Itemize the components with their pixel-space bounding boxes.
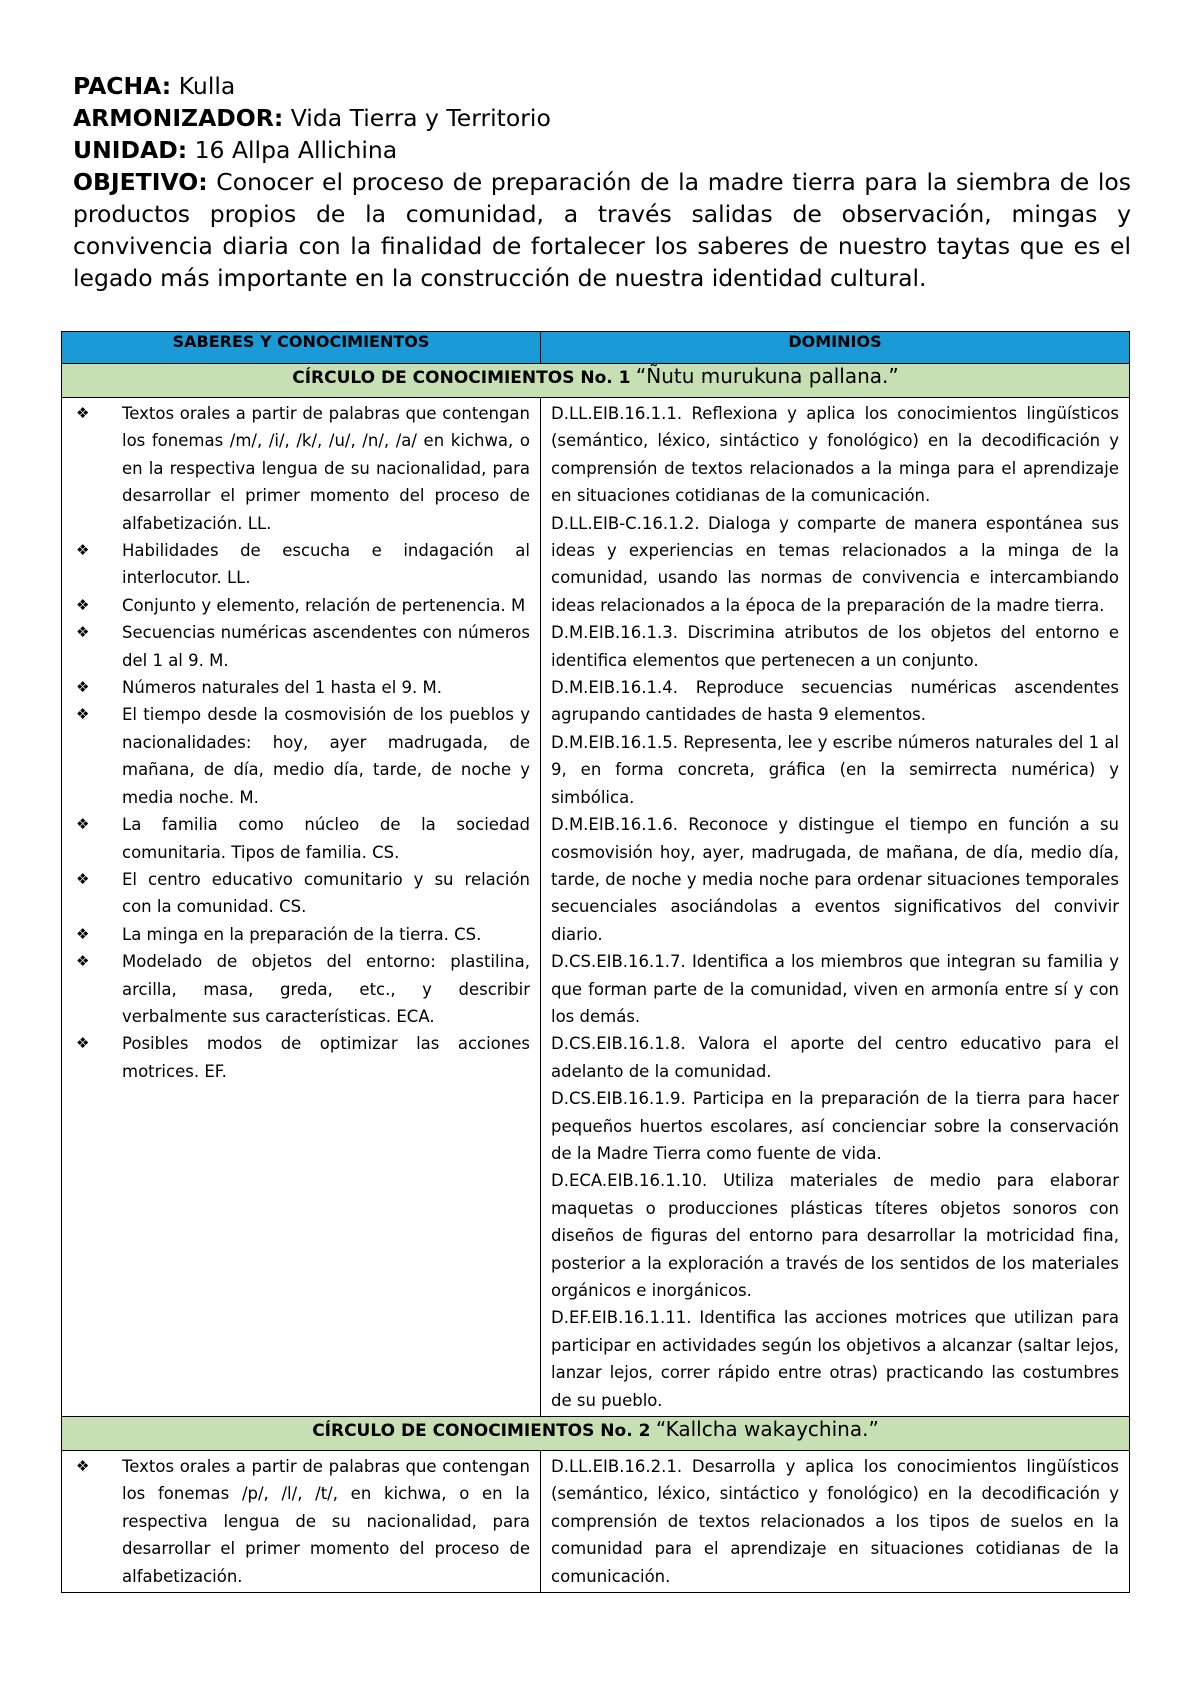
list-item bbox=[72, 1453, 530, 1590]
saberes-cell bbox=[62, 1451, 541, 1593]
armonizador-value: Vida Tierra y Territorio bbox=[290, 104, 551, 132]
saber-text: Textos orales a partir de palabras que contengan los fonemas /p/, /l/, /t/, en kichwa, o en la respectiva lengua de su nacionalidad, para desarrollar el primer momento del proceso de alfabetización. bbox=[122, 1457, 530, 1586]
circle-label: CÍRCULO DE CONOCIMIENTOS No. 1 bbox=[292, 368, 631, 388]
circle-header-row bbox=[62, 364, 1130, 398]
saberes-dominios-table bbox=[61, 331, 1130, 1593]
saber-text: El centro educativo comunitario y su relación con la comunidad. CS. bbox=[122, 869, 530, 917]
document-header bbox=[73, 70, 1131, 294]
pacha-line bbox=[73, 70, 1131, 102]
circle-quote: “Ñutu murukuna pallana.” bbox=[635, 364, 899, 388]
saber-text: El tiempo desde la cosmovisión de los pueblos y nacionalidades: hoy, ayer madrugada, de mañana, de día, medio día, tarde, de noche y media noche. M. bbox=[122, 705, 530, 807]
diamond-bullet-icon: ❖ bbox=[76, 595, 90, 614]
armonizador-label: ARMONIZADOR: bbox=[73, 104, 284, 132]
dominios-cell bbox=[541, 398, 1130, 1417]
dominio-item: D.ECA.EIB.16.1.10. Utiliza materiales de medio para elaborar maquetas o producciones plásticas títeres objetos sonoros con diseños de figuras del entorno para desarrollar la motricidad fina, posterior a la exploración a través de los sentidos de los materiales orgánicos e inorgánicos. bbox=[551, 1171, 1119, 1300]
list-item bbox=[72, 537, 530, 592]
unidad-label: UNIDAD: bbox=[73, 136, 188, 164]
dominios-column-header: DOMINIOS bbox=[541, 332, 1130, 364]
diamond-bullet-icon: ❖ bbox=[76, 924, 90, 943]
saber-text: Posibles modos de optimizar las acciones motrices. EF. bbox=[122, 1034, 530, 1081]
list-item bbox=[72, 866, 530, 921]
saberes-column-header: SABERES Y CONOCIMIENTOS bbox=[62, 332, 541, 364]
saber-text: La minga en la preparación de la tierra. CS. bbox=[122, 924, 482, 944]
diamond-bullet-icon: ❖ bbox=[76, 952, 90, 971]
dominio-item: D.LL.EIB.16.2.1. Desarrolla y aplica los conocimientos lingüísticos (semántico, léxico, sintáctico y fonológico) en la decodificación y comprensión de textos relacionados a los tipos de suelos en la comunidad para el aprendizaje en situaciones cotidianas de la comunicación. bbox=[551, 1457, 1119, 1586]
list-item bbox=[72, 811, 530, 866]
pacha-value: Kulla bbox=[178, 72, 236, 100]
dominio-item: D.M.EIB.16.1.5. Representa, lee y escribe números naturales del 1 al 9, en forma concreta, gráfica (en la semirrecta numérica) y simbólica. bbox=[551, 732, 1120, 807]
dominio-item: D.CS.EIB.16.1.8. Valora el aporte del centro educativo para el adelanto de la comunidad. bbox=[551, 1034, 1119, 1081]
saber-text: Secuencias numéricas ascendentes con números del 1 al 9. M. bbox=[122, 623, 530, 670]
unidad-value: 16 Allpa Allichina bbox=[194, 136, 398, 164]
list-item bbox=[72, 592, 530, 619]
saber-text: La familia como núcleo de la sociedad comunitaria. Tipos de familia. CS. bbox=[122, 815, 530, 862]
dominio-item: D.CS.EIB.16.1.9. Participa en la preparación de la tierra para hacer pequeños huertos escolares, así concienciar sobre la conservación de la Madre Tierra como fuente de vida. bbox=[551, 1089, 1119, 1163]
list-item bbox=[72, 921, 530, 948]
dominio-item: D.EF.EIB.16.1.11. Identifica las acciones motrices que utilizan para participar en actividades según los objetivos a alcanzar (saltar lejos, lanzar lejos, correr rápido entre otras) practicando las costumbres de su pueblo. bbox=[551, 1308, 1119, 1410]
objetivo-paragraph bbox=[73, 166, 1131, 294]
saberes-list bbox=[72, 1453, 530, 1590]
circle-label: CÍRCULO DE CONOCIMIENTOS No. 2 bbox=[312, 1421, 651, 1442]
diamond-bullet-icon: ❖ bbox=[76, 404, 90, 422]
diamond-bullet-icon: ❖ bbox=[76, 1034, 90, 1053]
table-header-row bbox=[62, 332, 1130, 364]
saberes-cell bbox=[62, 398, 541, 1417]
circle-quote: “Kallcha wakaychina.” bbox=[655, 1417, 879, 1442]
saber-text: Números naturales del 1 hasta el 9. M. bbox=[122, 678, 442, 698]
circle-content-row bbox=[62, 1451, 1130, 1593]
armonizador-line bbox=[73, 102, 1131, 134]
objetivo-value: Conocer el proceso de preparación de la madre tierra para la siembra de los productos propios de la comunidad, a través salidas de observación, mingas y convivencia diaria con la finalidad de fortalecer los saberes de nuestro taytas que es el legado más importante en la construcción de nuestra identidad cultural. bbox=[73, 168, 1131, 292]
circle-title bbox=[62, 364, 1130, 398]
dominios-cell bbox=[541, 1451, 1130, 1593]
saberes-list bbox=[72, 400, 530, 1085]
list-item bbox=[72, 701, 530, 811]
circle-title bbox=[62, 1417, 1130, 1451]
list-item bbox=[72, 1030, 530, 1085]
dominio-item: D.M.EIB.16.1.6. Reconoce y distingue el tiempo en función a su cosmovisión hoy, ayer, madrugada, de mañana, de día, medio día, tarde, de noche y media noche para ordenar situaciones temporales secuenciales asociándolas a eventos significativos del convivir diario. bbox=[551, 815, 1119, 944]
table-body bbox=[62, 364, 1130, 1593]
dominio-item: D.LL.EIB.16.1.1. Reflexiona y aplica los conocimientos lingüísticos (semántico, léxico, sintáctico y fonológico) en la decodificación y comprensión de textos relacionados a la minga para el aprendizaje en situaciones cotidianas de la comunicación. bbox=[551, 404, 1119, 506]
saber-text: Habilidades de escucha e indagación al interlocutor. LL. bbox=[122, 541, 530, 588]
diamond-bullet-icon: ❖ bbox=[76, 705, 90, 724]
pacha-label: PACHA: bbox=[73, 72, 172, 100]
saber-text: Textos orales a partir de palabras que contengan los fonemas /m/, /i/, /k/, /u/, /n/, /a/ en kichwa, o en la respectiva lengua de su nacionalidad, para desarrollar el primer momento del proceso de alfabetización. LL. bbox=[122, 404, 530, 533]
saber-text: Conjunto y elemento, relación de pertenencia. M bbox=[122, 595, 526, 615]
dominio-item: D.M.EIB.16.1.4. Reproduce secuencias numéricas ascendentes agrupando cantidades de hasta 9 elementos. bbox=[551, 678, 1119, 725]
objetivo-label: OBJETIVO: bbox=[73, 168, 208, 196]
list-item bbox=[72, 400, 530, 537]
circle-header-row bbox=[62, 1417, 1130, 1451]
unidad-line bbox=[73, 134, 1131, 166]
dominio-item: D.M.EIB.16.1.3. Discrimina atributos de los objetos del entorno e identifica elementos que pertenecen a un conjunto. bbox=[551, 623, 1119, 670]
diamond-bullet-icon: ❖ bbox=[76, 541, 90, 560]
diamond-bullet-icon: ❖ bbox=[76, 678, 90, 697]
diamond-bullet-icon: ❖ bbox=[76, 869, 90, 888]
dominio-item: D.LL.EIB-C.16.1.2. Dialoga y comparte de manera espontánea sus ideas y experiencias en temas relacionados a la minga de la comunidad, usando las normas de convivencia e intercambiando ideas relacionados a la época de la preparación de la madre tierra. bbox=[551, 513, 1119, 615]
diamond-bullet-icon: ❖ bbox=[76, 815, 90, 834]
circle-content-row bbox=[62, 398, 1130, 1417]
diamond-bullet-icon: ❖ bbox=[76, 623, 90, 642]
diamond-bullet-icon: ❖ bbox=[76, 1457, 90, 1476]
list-item bbox=[72, 948, 530, 1030]
dominio-item: D.CS.EIB.16.1.7. Identifica a los miembros que integran su familia y que forman parte de la comunidad, viven en armonía entre sí y con los demás. bbox=[551, 952, 1119, 1026]
list-item bbox=[72, 619, 530, 674]
list-item bbox=[72, 674, 530, 701]
saber-text: Modelado de objetos del entorno: plastilina, arcilla, masa, greda, etc., y describir verbalmente sus características. ECA. bbox=[122, 952, 530, 1026]
